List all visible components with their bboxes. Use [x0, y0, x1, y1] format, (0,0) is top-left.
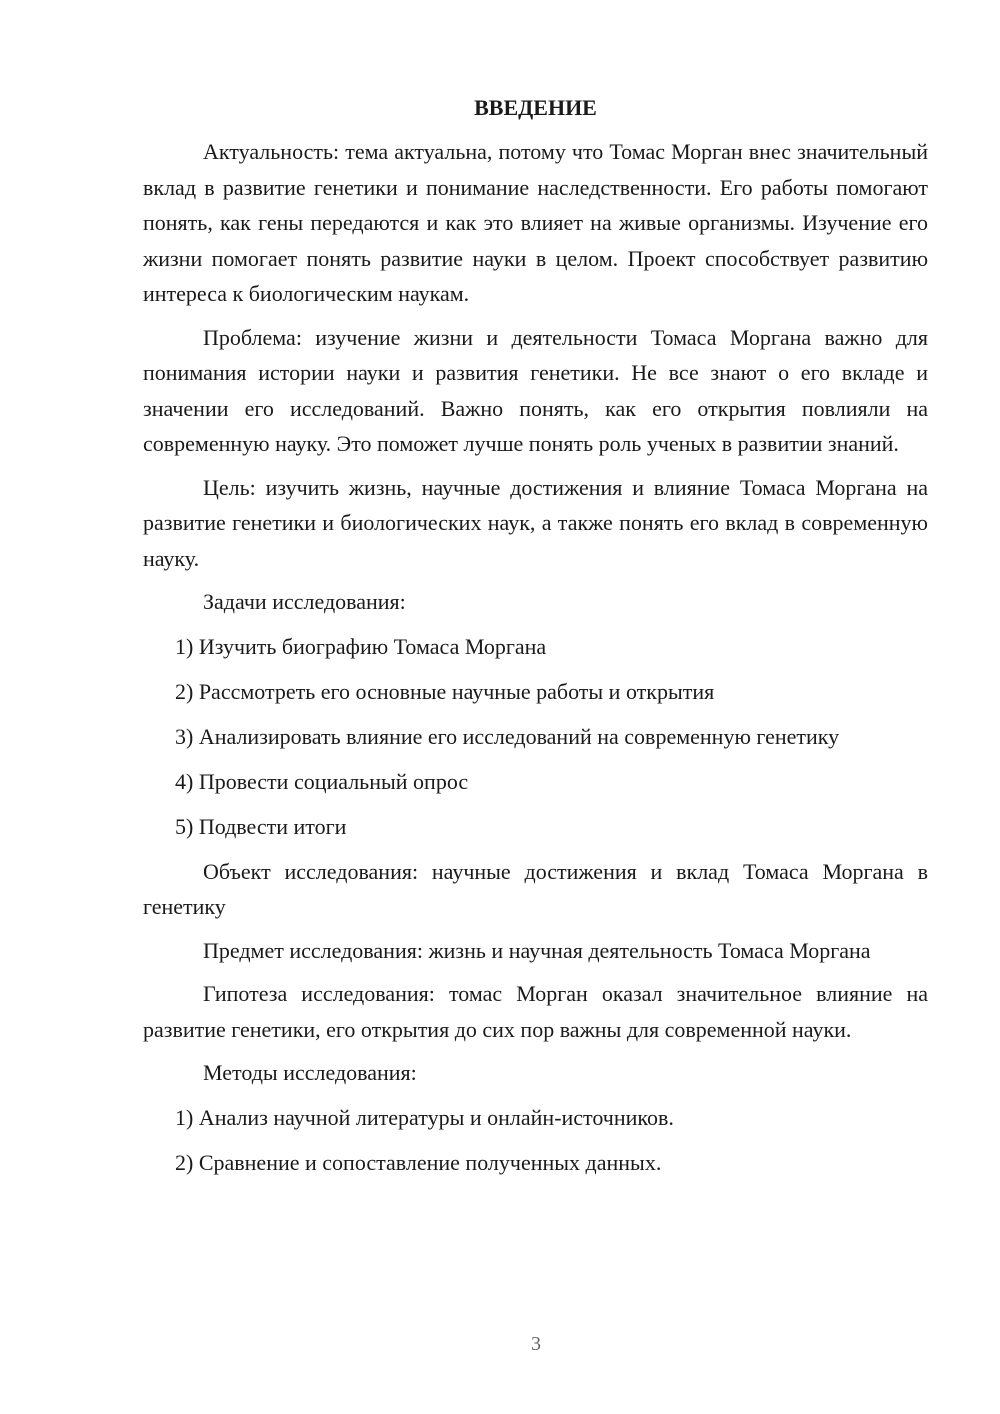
tasks-list: [143, 629, 928, 845]
task-item: 4) Провести социальный опрос: [175, 768, 469, 794]
task-item: 3) Анализировать влияние его исследований на современную генетику: [175, 723, 840, 749]
problem-paragraph: Проблема: изучение жизни и деятельности Томаса Моргана важно для понимания истории науки и развития генетики. Не все знают о его вкладе и значении его исследований. Важно понять, как его открытия повлияли на современную науку. Это поможет лучше понять роль ученых в развитии знаний.: [143, 324, 928, 456]
task-item: 1) Изучить биографию Томаса Моргана: [175, 633, 547, 659]
hypothesis-paragraph: Гипотеза исследования: томас Морган оказал значительное влияние на развитие генетики, его открытия до сих пор важны для современной науки.: [143, 981, 928, 1042]
methods-list: [143, 1100, 928, 1181]
methods-title: Методы исследования:: [203, 1060, 417, 1085]
page-number: 3: [531, 1333, 541, 1355]
relevance-paragraph: Актуальность: тема актуальна, потому что Томас Морган внес значительный вклад в развитие генетики и понимание наследственности. Его работы помогают понять, как гены передаются и как это влияет на живые организмы. Изучение его жизни помогает понять развитие науки в целом. Проект способствует развитию интереса к биологическим наукам.: [143, 139, 928, 306]
tasks-title: Задачи исследования:: [203, 589, 406, 614]
task-item: 2) Рассмотреть его основные научные работы и открытия: [175, 678, 715, 704]
subject-paragraph: Предмет исследования: жизнь и научная деятельность Томаса Моргана: [203, 937, 871, 963]
task-item: 5) Подвести итоги: [175, 813, 347, 839]
page-heading: ВВЕДЕНИЕ: [474, 95, 597, 120]
goal-paragraph: Цель: изучить жизнь, научные достижения и влияние Томаса Моргана на развитие генетики и биологических наук, а также понять его вклад в современную науку.: [143, 474, 928, 571]
document-page: [143, 92, 928, 1190]
method-item: 1) Анализ научной литературы и онлайн-источников.: [175, 1104, 674, 1130]
method-item: 2) Сравнение и сопоставление полученных данных.: [175, 1149, 662, 1175]
object-paragraph: Объект исследования: научные достижения и вклад Томаса Моргана в генетику: [143, 858, 928, 919]
